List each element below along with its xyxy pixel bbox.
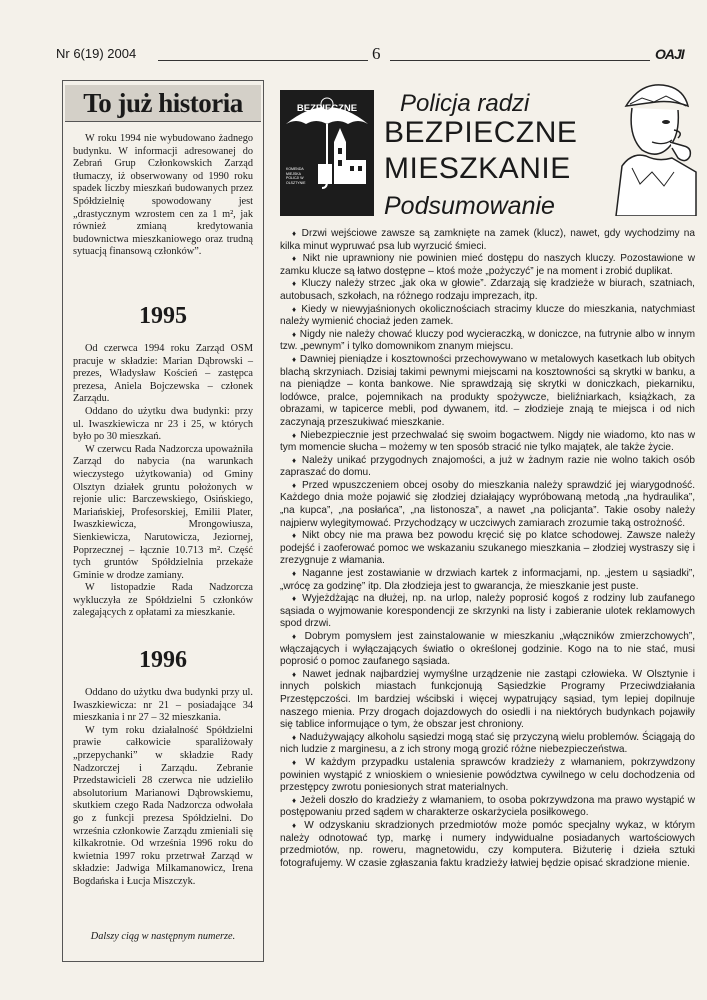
article-paragraph [280, 631, 695, 669]
bullet-icon: ♦ [292, 795, 297, 805]
history-column [62, 80, 264, 962]
history-1996-text [73, 687, 253, 889]
article-paragraph [280, 278, 695, 303]
article-paragraph [280, 593, 695, 631]
bullet-icon: ♦ [292, 531, 298, 541]
police-logo-text: BEZPIECZNE MIASTO [296, 103, 358, 124]
paragraph-text: Nikt nie uprawniony nie powinien mieć dostępu do naszych kluczy. Pozostawione w zamku klucze są łatwo dostępne – ktoś może „pożyczyć” je na moment i zrobić duplikat. [280, 253, 695, 277]
article-paragraph [280, 228, 695, 253]
bullet-icon: ♦ [292, 732, 297, 742]
header-rule-right [390, 60, 650, 61]
paragraph-text: Drzwi wejściowe zawsze są zamknięte na zamek (klucz), nawet, gdy wychodzimy na kilka minut wypruwać psa lub wyrzucić śmieci. [280, 228, 695, 252]
article-paragraph [280, 530, 695, 568]
history-intro [73, 133, 253, 259]
bullet-icon: ♦ [292, 329, 297, 339]
bullet-icon: ♦ [292, 480, 298, 490]
bullet-icon: ♦ [292, 279, 298, 289]
article-paragraph [280, 669, 695, 732]
paragraph-text: Niebezpiecznie jest przechwalać się swoim bogactwem. Nigdy nie wiadomo, kto nas w tym momencie słucha – możemy w ten sposób stracić nie tylko majątek, ale także życie. [280, 429, 695, 454]
paragraph-text: Nikt obcy nie ma prawa bez powodu kręcić się po klatce schodowej. Zawsze należy podejść i zaoferować pomoc we wskazaniu szukanego mieszkania – złodziej wystraszy się i zrezygnuje z włamania. [280, 530, 695, 567]
bullet-icon: ♦ [292, 820, 299, 830]
paragraph-text: W każdym przypadku ustalenia sprawców kradzieży z włamaniem, pokrzywdzony powinien wystąpić z wnioskiem o wniesienie powództwa cywilnego w celu dochodzenia od przestępcy zwrotu poniesionych strat materialnych. [280, 756, 695, 794]
article-paragraph [280, 795, 695, 820]
year-heading-1995: 1995 [139, 303, 187, 329]
detective-illustration-icon [612, 76, 700, 216]
article-paragraph [280, 757, 695, 795]
continuation-note: Dalszy ciąg w następnym numerze. [90, 931, 236, 942]
paragraph-text: Nigdy nie należy chować kluczy pod wycieraczką, w doniczce, na futrynie albo w innym tzw. „pewnym” i tylko domownikom znanym miejscu. [280, 328, 695, 353]
article-title-line2: MIESZKANIE [384, 152, 571, 185]
paragraph-text: W odzyskaniu skradzionych przedmiotów może pomóc specjalny wykaz, w którym należy odnotować typ, markę i numery indywidualne posiadanych wartościowych przedmiotów, np. roweru, magnetowidu, czy komputera. Biżuterię i dzieła sztuki fotografujemy. W czasie zgłaszania faktu kradzieży łatwiej będzie opisać skradzione mienie. [280, 819, 695, 869]
bullet-icon: ♦ [292, 254, 298, 264]
bullet-icon: ♦ [292, 455, 298, 465]
history-paragraph: Od czerwca 1994 roku Zarząd OSM pracuje w składzie: Marian Dąbrowski – prezes, Władysław Koścień – zastępca prezesa, Aniela Bojczewska – członek Zarządu. [73, 343, 253, 405]
article-paragraph [280, 732, 695, 757]
bullet-icon: ♦ [292, 354, 297, 364]
article-paragraph [280, 480, 695, 530]
article-paragraph [280, 253, 695, 278]
article-paragraph [280, 568, 695, 593]
bullet-icon: ♦ [292, 304, 298, 314]
article-paragraph [280, 329, 695, 354]
header-rule-left [158, 60, 368, 61]
paragraph-text: Należy unikać przygodnych znajomości, a już w żadnym razie nie wolno takich osób zapraszać do domu. [280, 454, 695, 479]
paragraph-text: Jeżeli doszło do kradzieży z włamaniem, to osoba pokrzywdzona ma prawo wystąpić w postępowaniu przed sądem w charakterze oskarżyciela posiłkowego. [280, 794, 695, 819]
paragraph-text: Nadużywający alkoholu sąsiedzi mogą stać się przyczyną wielu problemów. Ściągają do nich ludzie z marginesu, a z ich strony mogą grozić różne niebezpieczeństwa. [280, 731, 695, 756]
bullet-icon: ♦ [292, 229, 298, 238]
publisher-logo: OAJI [655, 46, 684, 62]
paragraph-text: Nawet jednak najbardziej wymyślne urządzenie nie zastąpi człowieka. W Olsztynie i innych polskich miastach funkcjonują Sąsiedzkie Programy Przeciwdziałania Przestępczości. Im bardziej wścibski i więcej wypatrujący sąsiad, tym lepiej dopilnuje naszego mienia. Przy drogach dojazdowych do osiedli i na niektórych budynkach pojawiły się tablice informujące o tym, że obszar jest chroniony. [280, 668, 695, 731]
paragraph-text: Naganne jest zostawianie w drzwiach kartek z informacjami, np. „jestem u sąsiadki”, „wrócę za godzinę” itp. Dla złodzieja jest to gwarancja, że mieszkanie jest puste. [280, 568, 695, 592]
history-paragraph: Oddano do użytku dwa budynki: przy ul. Iwaszkiewicza nr 23 i 25, w których było po 30 mieszkań. [73, 405, 253, 443]
paragraph-text: Kluczy należy strzec „jak oka w głowie”. Zdarzają się kradzieże w biurach, szatniach, autobusach, szkołach, na różnego rodzaju imprezach, itp. [280, 278, 695, 302]
police-logo-caption: KOMENDA MIEJSKA POLICJI W OLSZTYNIE [286, 167, 306, 185]
bullet-icon: ♦ [292, 594, 298, 604]
history-paragraph: W czerwcu Rada Nadzorcza upoważniła Zarząd do nabycia (na warunkach wieczystego użytkowania) od Gminy Olsztyn działek gruntu położonych w rejonie ulic: Barczewskiego, Osińskiego, Mariańskiej, Profesorskiej, Emilii Plater, Iwaszkiewicza, Mrongowiusza, Sienkiewicza, Narutowicza, Jeziornej, Poprzecznej – łącznie 10.713 m². Część tych gruntów Spółdzielnia przekaże Gminie w drodze zamiany. [73, 443, 253, 581]
history-paragraph: W tym roku działalność Spółdzielni prawie całkowicie sparaliżowały „przepychanki” w składzie Rady Nadzorczej i Zarządu. Zebranie Przedstawicieli 28 czerwca nie udzieliło absolutorium Marianowi Dąbrowskiemu, skutkiem czego Rada Nadzorcza odwołała go z funkcji prezesa Spółdzielni. Do września członkowie Zarządu zmieniali się kilkakrotnie. Od września 1996 roku do kwietnia 1997 roku przetrwał Zarząd w składzie: Jadwiga Milkamanowicz, Irena Bogdańska i Łucja Miszczyk. [73, 724, 253, 887]
article-paragraph [280, 455, 695, 480]
article-subtitle: Podsumowanie [384, 192, 555, 220]
history-intro-text: W roku 1994 nie wybudowano żadnego budynku. W informacji adresowanej do Zebrań Grup Członkowskich Zarząd tłumaczy, iż obserwowany od 1990 roku spadek liczby mieszkań budowanych przez Spółdzielnię spowodowany jest „drastycznym wzrostem cen za 1 m², jak również zmianą kredytowania budownictwa mieszkaniowego oraz trudną sytuacją finansową członków”. [73, 133, 253, 258]
article-title-line1: BEZPIECZNE [384, 116, 578, 149]
issue-number: Nr 6(19) 2004 [56, 46, 137, 61]
bullet-icon: ♦ [292, 430, 297, 440]
article-paragraph [280, 354, 695, 430]
paragraph-text: Wyjeżdżając na dłużej, np. na urlop, należy poprosić kogoś z rodziny lub zaufanego sąsiada o wyjmowanie korespondencji ze skrzynki na listy i zabieranie ulotek reklamowych spod drzwi. [280, 593, 695, 630]
page-number: 6 [372, 44, 381, 63]
bullet-icon: ♦ [292, 757, 300, 767]
paragraph-text: Dawniej pieniądze i kosztowności przechowywano w metalowych kasetkach lub obitych blachą skrzyniach. Dzisiaj takimi pewnymi miejscami na kosztowności są skrytki w banku, a na pieniądze – konta bankowe. Nie sprawdzają się skrytki w doniczkach, piekarniku, lodówce, pralce, pojemnikach na produkty spożywcze, bieliźniarkach, książkach, za obrazami, w tapicerce mebli, pod dywanem, itd. – złodzieje znają te miejsca i od nich zaczynają przeszukiwać mieszkanie. [280, 353, 695, 428]
paragraph-text: Kiedy w niewyjaśnionych okolicznościach stracimy klucze do mieszkania, natychmiast należy wymienić chociaż jeden zamek. [280, 303, 695, 328]
history-1995-text [73, 343, 253, 620]
article-paragraph [280, 304, 695, 329]
year-heading-1996: 1996 [139, 647, 187, 673]
article-kicker: Policja radzi [400, 90, 530, 117]
paragraph-text: Przed wpuszczeniem obcej osoby do mieszkania należy sprawdzić jej wiarygodność. Każdego dnia może pojawić się złodziej działający wypróbowaną metodą „na hydraulika”, „na kupca”, „na posłańca”, „na listonosza”, a nawet „na policjanta”. Takie osoby należy najpierw wylegitymować. Przychodzący w uczciwych zamiarach zrozumie taką ostrożność. [280, 479, 695, 529]
bullet-icon: ♦ [292, 569, 298, 579]
history-paragraph: W listopadzie Rada Nadzorcza wykluczyła ze Spółdzielni 5 członków zalegających z opłatami za mieszkanie. [73, 582, 253, 619]
article-paragraph [280, 430, 695, 455]
paragraph-text: Dobrym pomysłem jest zainstalowanie w mieszkaniu „włączników zmierzchowych”, włączających i wyłączających światło o określonej godzinie. Kogo na to nie stać, musi poprosić o pomoc zaufanego sąsiada. [280, 631, 695, 668]
bullet-icon: ♦ [292, 632, 299, 641]
history-paragraph: Oddano do użytku dwa budynki przy ul. Iwaszkiewicza: nr 21 – posiadające 34 mieszkania i nr 27 – 32 mieszkania. [73, 687, 253, 724]
article-paragraph [280, 820, 695, 870]
history-title: To już historia [65, 85, 261, 122]
article-body [280, 228, 695, 870]
bullet-icon: ♦ [292, 669, 298, 679]
